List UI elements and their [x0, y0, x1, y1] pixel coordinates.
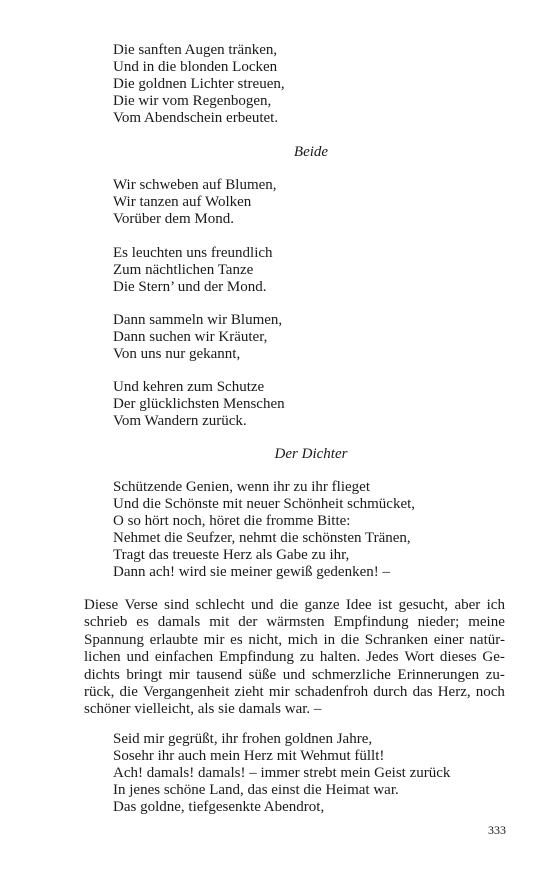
verse-line: Es leuchten uns freundlich [113, 245, 273, 261]
prose-word: nieder; [417, 614, 460, 631]
prose-word: tausend [196, 666, 243, 683]
prose-paragraph [84, 597, 505, 719]
verse-line: Dann suchen wir Kräuter, [113, 329, 268, 345]
prose-line [84, 597, 505, 614]
prose-word: damals [157, 614, 201, 631]
prose-word: rück, [84, 684, 115, 701]
verse-line: Vorüber dem Mond. [113, 211, 234, 227]
verse-stanza [113, 379, 285, 430]
verse-line: O so hört noch, höret die fromme Bitte: [113, 513, 351, 529]
prose-word: Schranken [364, 631, 429, 648]
verse-line: Sosehr ihr auch mein Herz mit Wehmut füllt! [113, 748, 385, 764]
prose-word: mich [287, 631, 318, 648]
prose-line: schöner vielleicht, als sie damals war. – [84, 701, 322, 718]
page-number: 333 [488, 823, 506, 837]
prose-word: halten. [319, 649, 361, 666]
prose-word: Erinnerungen [397, 666, 480, 683]
verse-line: Vom Abendschein erbeutet. [113, 110, 279, 126]
prose-word: Jedes [366, 649, 399, 666]
prose-word: durch [373, 684, 408, 701]
verse-line: Die Stern’ und der Mond. [113, 279, 267, 295]
verse-stanza-final [113, 731, 450, 816]
prose-word: sind [164, 597, 190, 613]
verse-line: Von uns nur gekannt, [113, 346, 241, 362]
prose-line [84, 649, 505, 666]
prose-word: dieses [439, 649, 477, 666]
verse-line: In jenes schöne Land, das einst die Heimat war. [113, 782, 399, 798]
prose-word: zieht [234, 684, 264, 701]
verse-line: Wir tanzen auf Wolken [113, 194, 252, 210]
verse-line: Wir schweben auf Blumen, [113, 177, 277, 193]
prose-word: ist [378, 597, 393, 613]
prose-word: und [282, 666, 306, 683]
prose-word: in [323, 631, 336, 648]
prose-word: Vergangenheit [143, 684, 230, 701]
prose-word: Idee [345, 597, 372, 613]
verse-line: Tragt das treueste Herz als Gabe zu ihr, [113, 547, 350, 563]
verse-line: Und kehren zum Schutze [113, 379, 265, 395]
prose-word: die [119, 684, 138, 701]
prose-word: mit [209, 614, 230, 631]
verse-line: Ach! damals! damals! – immer strebt mein Geist zurück [113, 765, 451, 781]
verse-line: Schützende Genien, wenn ihr zu ihr flieget [113, 479, 370, 495]
prose-word: nicht, [248, 631, 283, 648]
prose-word: gesucht, [398, 597, 449, 613]
prose-word: lichen [84, 649, 121, 666]
verse-stanza-opening [113, 42, 285, 127]
speaker-heading-dichter: Der Dichter [274, 446, 348, 462]
verse-line: Die sanften Augen tränken, [113, 42, 278, 58]
prose-word: schadenfroh [294, 684, 369, 701]
prose-word: und [251, 597, 274, 613]
prose-word: erlaubte [149, 631, 198, 648]
prose-word: zu- [485, 666, 505, 683]
verse-line: Seid mir gegrüßt, ihr frohen goldnen Jahre, [113, 731, 373, 747]
prose-word: mir [168, 666, 190, 683]
verse-stanza [113, 177, 277, 228]
prose-word: ganze [304, 597, 340, 613]
verse-line: Dann ach! wird sie meiner gewiß gedenken! – [113, 564, 390, 580]
speaker-heading-beide: Beide [293, 144, 329, 160]
verse-line: Und die Schönste mit neuer Schönheit schmücket, [113, 496, 416, 512]
prose-word: schmerzliche [311, 666, 391, 683]
prose-word: Diese [84, 597, 119, 613]
prose-word: Empfindung [333, 614, 409, 631]
verse-stanza-dichter [113, 479, 415, 581]
verse-line: Nehmet die Seufzer, nehmt die schönsten Tränen, [113, 530, 411, 546]
prose-word: Empfindung [218, 649, 294, 666]
verse-line: Vom Wandern zurück. [113, 413, 247, 429]
prose-word: es [136, 614, 149, 631]
verse-line: Das goldne, tiefgesenkte Abendrot, [113, 799, 325, 815]
prose-word: bringt [126, 666, 163, 683]
prose-word: ich [486, 597, 505, 613]
prose-word: noch [475, 684, 505, 701]
verse-line: Die wir vom Regenbogen, [113, 93, 272, 109]
prose-word: es [230, 631, 243, 648]
prose-word: Ge- [482, 649, 505, 666]
prose-line [84, 614, 505, 631]
prose-word: der [238, 614, 258, 631]
prose-word: die [279, 597, 299, 613]
prose-word: das [412, 684, 433, 701]
prose-word: natür- [469, 631, 505, 648]
prose-word: zu [299, 649, 314, 666]
prose-word: Herz, [437, 684, 471, 701]
prose-line [84, 684, 505, 701]
verse-line: Der glücklichsten Menschen [113, 396, 285, 412]
prose-word: die [340, 631, 360, 648]
prose-word: schrieb [84, 614, 128, 631]
prose-word: süße [248, 666, 277, 683]
verse-line: Die goldnen Lichter streuen, [113, 76, 285, 92]
verse-line: Dann sammeln wir Blumen, [113, 312, 283, 328]
prose-word: mir [203, 631, 225, 648]
prose-word: schlecht [195, 597, 245, 613]
prose-line [84, 667, 505, 684]
prose-word: wärmsten [266, 614, 325, 631]
prose-word: einfachen [154, 649, 214, 666]
prose-word: Spannung [84, 631, 144, 648]
prose-word: Wort [404, 649, 435, 666]
verse-line: Zum nächtlichen Tanze [113, 262, 254, 278]
prose-word: meine [468, 614, 505, 631]
prose-word: einer [433, 631, 464, 648]
verse-line: Und in die blonden Locken [113, 59, 278, 75]
verse-stanza [113, 245, 273, 296]
prose-line [84, 632, 505, 649]
prose-word: aber [454, 597, 481, 613]
prose-word: dichts [84, 666, 120, 683]
prose-word: mir [268, 684, 290, 701]
prose-word: Verse [124, 597, 158, 613]
verse-stanza [113, 312, 282, 363]
prose-word: und [126, 649, 149, 666]
